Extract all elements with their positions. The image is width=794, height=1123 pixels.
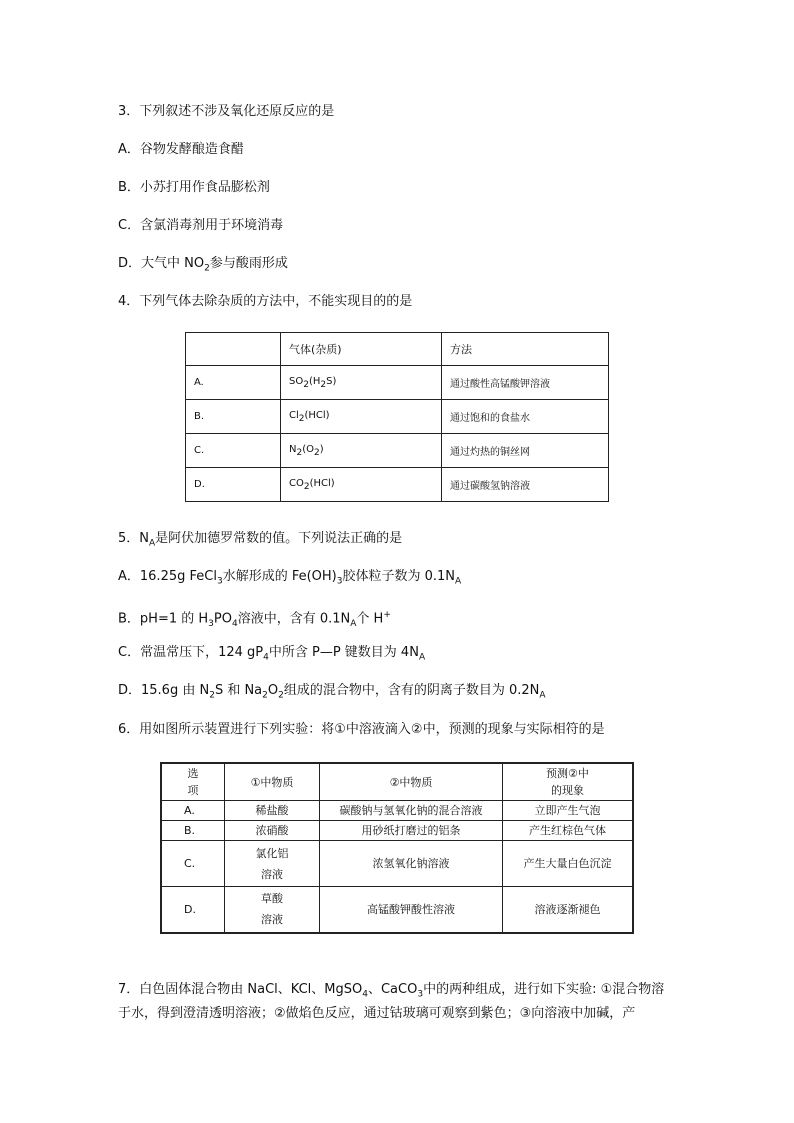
option-label: D. (186, 468, 281, 502)
q7-line-1: 7．白色固体混合物由 NaCl、KCl、MgSO$_4$、CaCO$_3$中的两种组成，进行如下实验: ①混合物溶 (118, 982, 665, 1000)
phenomenon-cell: 立即产生气泡 (503, 801, 634, 821)
reagent-1-cell: 草酸 溶液 (225, 887, 320, 933)
table-row (161, 801, 633, 821)
q3-option-c: C．含氯消毒剂用于环境消毒 (118, 218, 284, 233)
q3-stem: 3．下列叙述不涉及氧化还原反应的是 (118, 104, 335, 119)
method-cell: 通过酸性高锰酸钾溶液 (442, 366, 609, 400)
reagent-1-cell: 浓硝酸 (225, 821, 320, 841)
q5-option-d: D．15.6g 由 $N_2S$ 和 $Na_2O_2$组成的混合物中，含有的阴离子数目为 $0.2N_A$ (118, 683, 546, 701)
q3-option-a: A．谷物发酵酿造食醋 (118, 142, 244, 157)
gas-cell: $N_2(O_2)$ (281, 434, 442, 468)
table-header-cell (186, 333, 281, 366)
q4-table (185, 332, 609, 502)
option-label: B. (186, 400, 281, 434)
option-label: C. (186, 434, 281, 468)
method-cell: 通过灼热的铜丝网 (442, 434, 609, 468)
phenomenon-cell: 产生大量白色沉淀 (503, 841, 634, 887)
gas-cell: $Cl_2(HCl)$ (281, 400, 442, 434)
option-label: A. (161, 801, 225, 821)
option-label: B. (161, 821, 225, 841)
table-row (186, 434, 609, 468)
table-header-cell: 选 项 (161, 763, 225, 801)
gas-cell: $SO_2(H_2S)$ (281, 366, 442, 400)
table-row (161, 841, 633, 887)
q6-table (160, 762, 634, 934)
method-cell: 通过饱和的食盐水 (442, 400, 609, 434)
reagent-2-cell: 浓氢氧化钠溶液 (320, 841, 503, 887)
reagent-1-cell: 稀盐酸 (225, 801, 320, 821)
table-header-cell: 方法 (442, 333, 609, 366)
table-row (186, 400, 609, 434)
reagent-1-cell: 氯化铝 溶液 (225, 841, 320, 887)
q5-option-a: A．16.25g FeCl$_3$水解形成的 $Fe(OH)_3$胶体粒子数为 $0.1N_A$ (118, 569, 462, 587)
reagent-2-cell: 碳酸钠与氢氧化钠的混合溶液 (320, 801, 503, 821)
table-header-cell: ①中物质 (225, 763, 320, 801)
q6-stem: 6．用如图所示装置进行下列实验：将①中溶液滴入②中，预测的现象与实际相符的是 (118, 722, 605, 737)
method-cell: 通过碳酸氢钠溶液 (442, 468, 609, 502)
q4-stem: 4．下列气体去除杂质的方法中，不能实现目的的是 (118, 294, 413, 309)
q5-stem: 5．$N_A$是阿伏加德罗常数的值。下列说法正确的是 (118, 531, 403, 549)
table-row (161, 887, 633, 933)
table-row (186, 366, 609, 400)
q5-option-c: C．常温常压下，124 $gP_4$中所含 P—P 键数目为 $4N_A$ (118, 645, 426, 663)
table-header-row (186, 333, 609, 366)
table-header-cell: ②中物质 (320, 763, 503, 801)
q5-option-b: B．pH=1 的 $H_3PO_4$溶液中，含有 $0.1N_A$个 H+ (118, 610, 391, 629)
option-label: C. (161, 841, 225, 887)
q7-line-2: 于水，得到澄清透明溶液；②做焰色反应，通过钴玻璃可观察到紫色；③向溶液中加碱，产 (118, 1006, 636, 1021)
option-label: D. (161, 887, 225, 933)
phenomenon-cell: 产生红棕色气体 (503, 821, 634, 841)
reagent-2-cell: 高锰酸钾酸性溶液 (320, 887, 503, 933)
table-header-cell: 气体(杂质) (281, 333, 442, 366)
q3-option-d: D．大气中 $NO_2$参与酸雨形成 (118, 256, 288, 274)
option-label: A. (186, 366, 281, 400)
table-row (186, 468, 609, 502)
phenomenon-cell: 溶液逐渐褪色 (503, 887, 634, 933)
table-header-row (161, 763, 633, 801)
table-header-cell: 预测②中 的现象 (503, 763, 634, 801)
gas-cell: $CO_2(HCl)$ (281, 468, 442, 502)
q3-option-b: B．小苏打用作食品膨松剂 (118, 180, 270, 195)
reagent-2-cell: 用砂纸打磨过的铝条 (320, 821, 503, 841)
table-row (161, 821, 633, 841)
